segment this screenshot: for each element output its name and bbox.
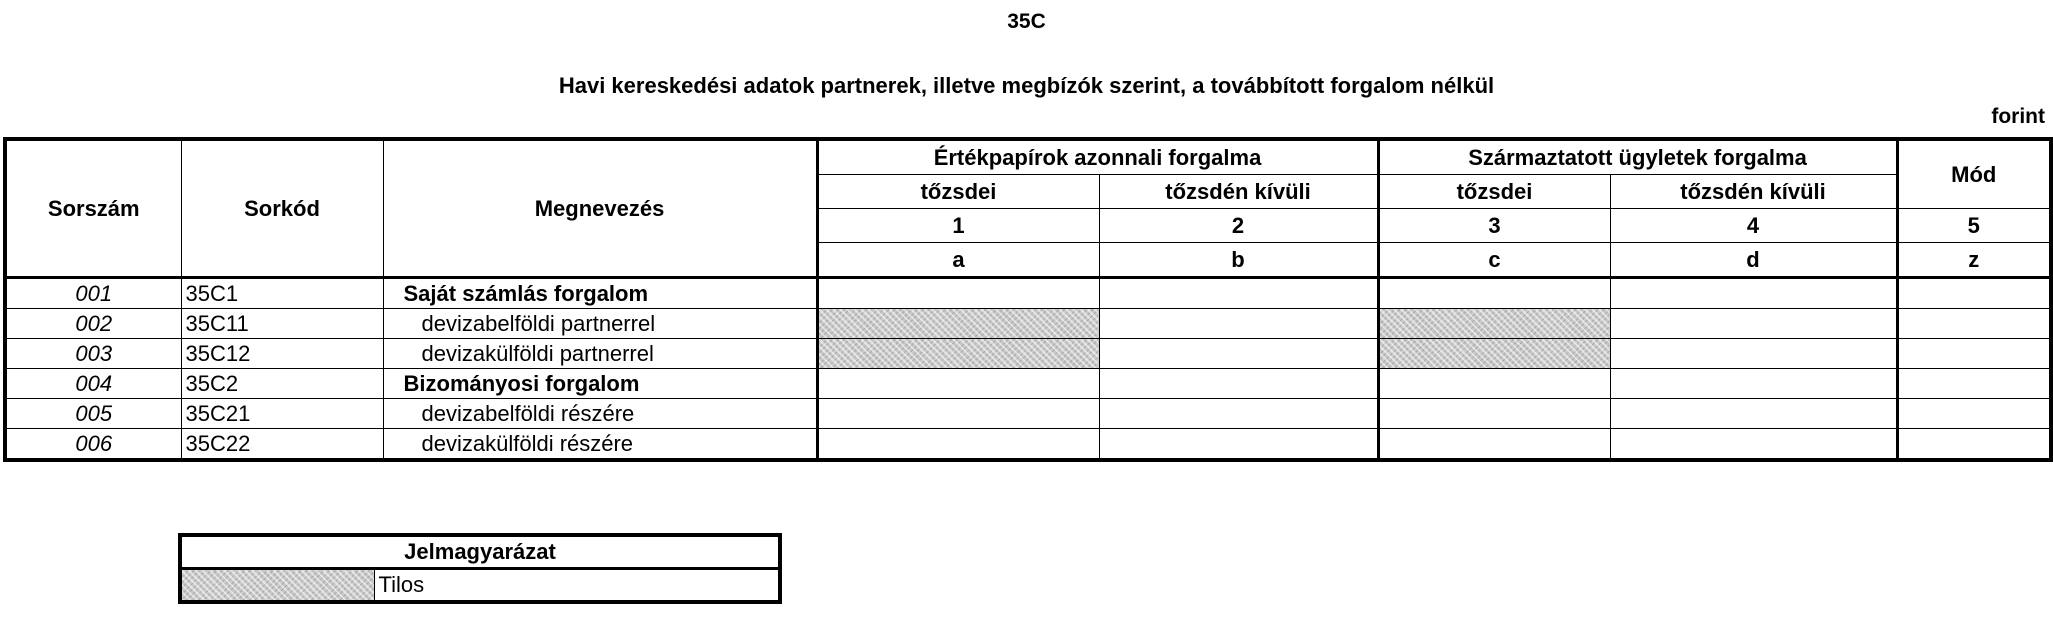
page-title: Havi kereskedési adatok partnerek, illetve megbízók szerint, a továbbított forgalom nélkül — [558, 73, 1495, 98]
input-cell-z[interactable] — [1897, 278, 2051, 309]
row-sorszam: 001 — [5, 278, 181, 309]
header-num-5: 5 — [1897, 209, 2051, 243]
data-table — [3, 137, 2053, 462]
input-cell-b[interactable] — [1099, 399, 1378, 429]
table-row — [5, 399, 2051, 429]
forbidden-cell-a — [817, 309, 1099, 339]
input-cell-d[interactable] — [1610, 369, 1897, 399]
header-group-ertekpapirok: Értékpapírok azonnali forgalma — [817, 139, 1378, 175]
row-sorkod: 35C22 — [181, 429, 383, 461]
input-cell-z[interactable] — [1897, 429, 2051, 461]
legend-hatch-swatch — [180, 569, 374, 603]
row-sorkod: 35C2 — [181, 369, 383, 399]
input-cell-c[interactable] — [1378, 278, 1610, 309]
row-megnevezes: devizakülföldi partnerrel — [383, 339, 817, 369]
header-sorszam: Sorszám — [5, 139, 181, 278]
header-sub-1: tőzsdei — [817, 175, 1099, 209]
legend-title: Jelmagyarázat — [180, 535, 780, 569]
table-row — [5, 278, 2051, 309]
input-cell-a[interactable] — [817, 429, 1099, 461]
input-cell-c[interactable] — [1378, 429, 1610, 461]
row-sorkod: 35C12 — [181, 339, 383, 369]
legend-box — [178, 533, 782, 604]
form-code: 35C — [1007, 10, 1046, 33]
row-sorszam: 002 — [5, 309, 181, 339]
input-cell-d[interactable] — [1610, 399, 1897, 429]
header-sub-4: tőzsdén kívüli — [1610, 175, 1897, 209]
header-sub-3: tőzsdei — [1378, 175, 1610, 209]
row-sorszam: 004 — [5, 369, 181, 399]
row-megnevezes: Saját számlás forgalom — [383, 278, 817, 309]
input-cell-z[interactable] — [1897, 309, 2051, 339]
row-sorkod: 35C11 — [181, 309, 383, 339]
row-megnevezes: devizakülföldi részére — [383, 429, 817, 461]
header-megnevezes: Megnevezés — [383, 139, 817, 278]
row-megnevezes: devizabelföldi részére — [383, 399, 817, 429]
header-num-4: 4 — [1610, 209, 1897, 243]
header-letter-d: d — [1610, 243, 1897, 278]
header-num-1: 1 — [817, 209, 1099, 243]
header-letter-b: b — [1099, 243, 1378, 278]
input-cell-b[interactable] — [1099, 429, 1378, 461]
header-letter-a: a — [817, 243, 1099, 278]
input-cell-c[interactable] — [1378, 369, 1610, 399]
input-cell-z[interactable] — [1897, 369, 2051, 399]
forbidden-cell-c — [1378, 309, 1610, 339]
row-sorszam: 003 — [5, 339, 181, 369]
legend-item-label: Tilos — [374, 569, 780, 603]
row-sorszam: 005 — [5, 399, 181, 429]
input-cell-d[interactable] — [1610, 309, 1897, 339]
input-cell-b[interactable] — [1099, 309, 1378, 339]
header-letter-c: c — [1378, 243, 1610, 278]
header-group-szarmaztatott: Származtatott ügyletek forgalma — [1378, 139, 1897, 175]
input-cell-d[interactable] — [1610, 339, 1897, 369]
forbidden-cell-c — [1378, 339, 1610, 369]
header-num-3: 3 — [1378, 209, 1610, 243]
input-cell-a[interactable] — [817, 278, 1099, 309]
input-cell-d[interactable] — [1610, 429, 1897, 461]
header-sorkod: Sorkód — [181, 139, 383, 278]
input-cell-b[interactable] — [1099, 369, 1378, 399]
table-row — [5, 429, 2051, 461]
unit-label: forint — [1991, 105, 2045, 128]
input-cell-b[interactable] — [1099, 339, 1378, 369]
input-cell-a[interactable] — [817, 369, 1099, 399]
input-cell-c[interactable] — [1378, 399, 1610, 429]
input-cell-b[interactable] — [1099, 278, 1378, 309]
row-sorszam: 006 — [5, 429, 181, 461]
header-mod: Mód — [1897, 139, 2051, 209]
header-letter-z: z — [1897, 243, 2051, 278]
table-row — [5, 309, 2051, 339]
input-cell-a[interactable] — [817, 399, 1099, 429]
row-megnevezes: devizabelföldi partnerrel — [383, 309, 817, 339]
header-num-2: 2 — [1099, 209, 1378, 243]
input-cell-d[interactable] — [1610, 278, 1897, 309]
input-cell-z[interactable] — [1897, 339, 2051, 369]
forbidden-cell-a — [817, 339, 1099, 369]
table-row — [5, 369, 2051, 399]
row-sorkod: 35C1 — [181, 278, 383, 309]
input-cell-z[interactable] — [1897, 399, 2051, 429]
row-sorkod: 35C21 — [181, 399, 383, 429]
header-sub-2: tőzsdén kívüli — [1099, 175, 1378, 209]
row-megnevezes: Bizományosi forgalom — [383, 369, 817, 399]
table-row — [5, 339, 2051, 369]
